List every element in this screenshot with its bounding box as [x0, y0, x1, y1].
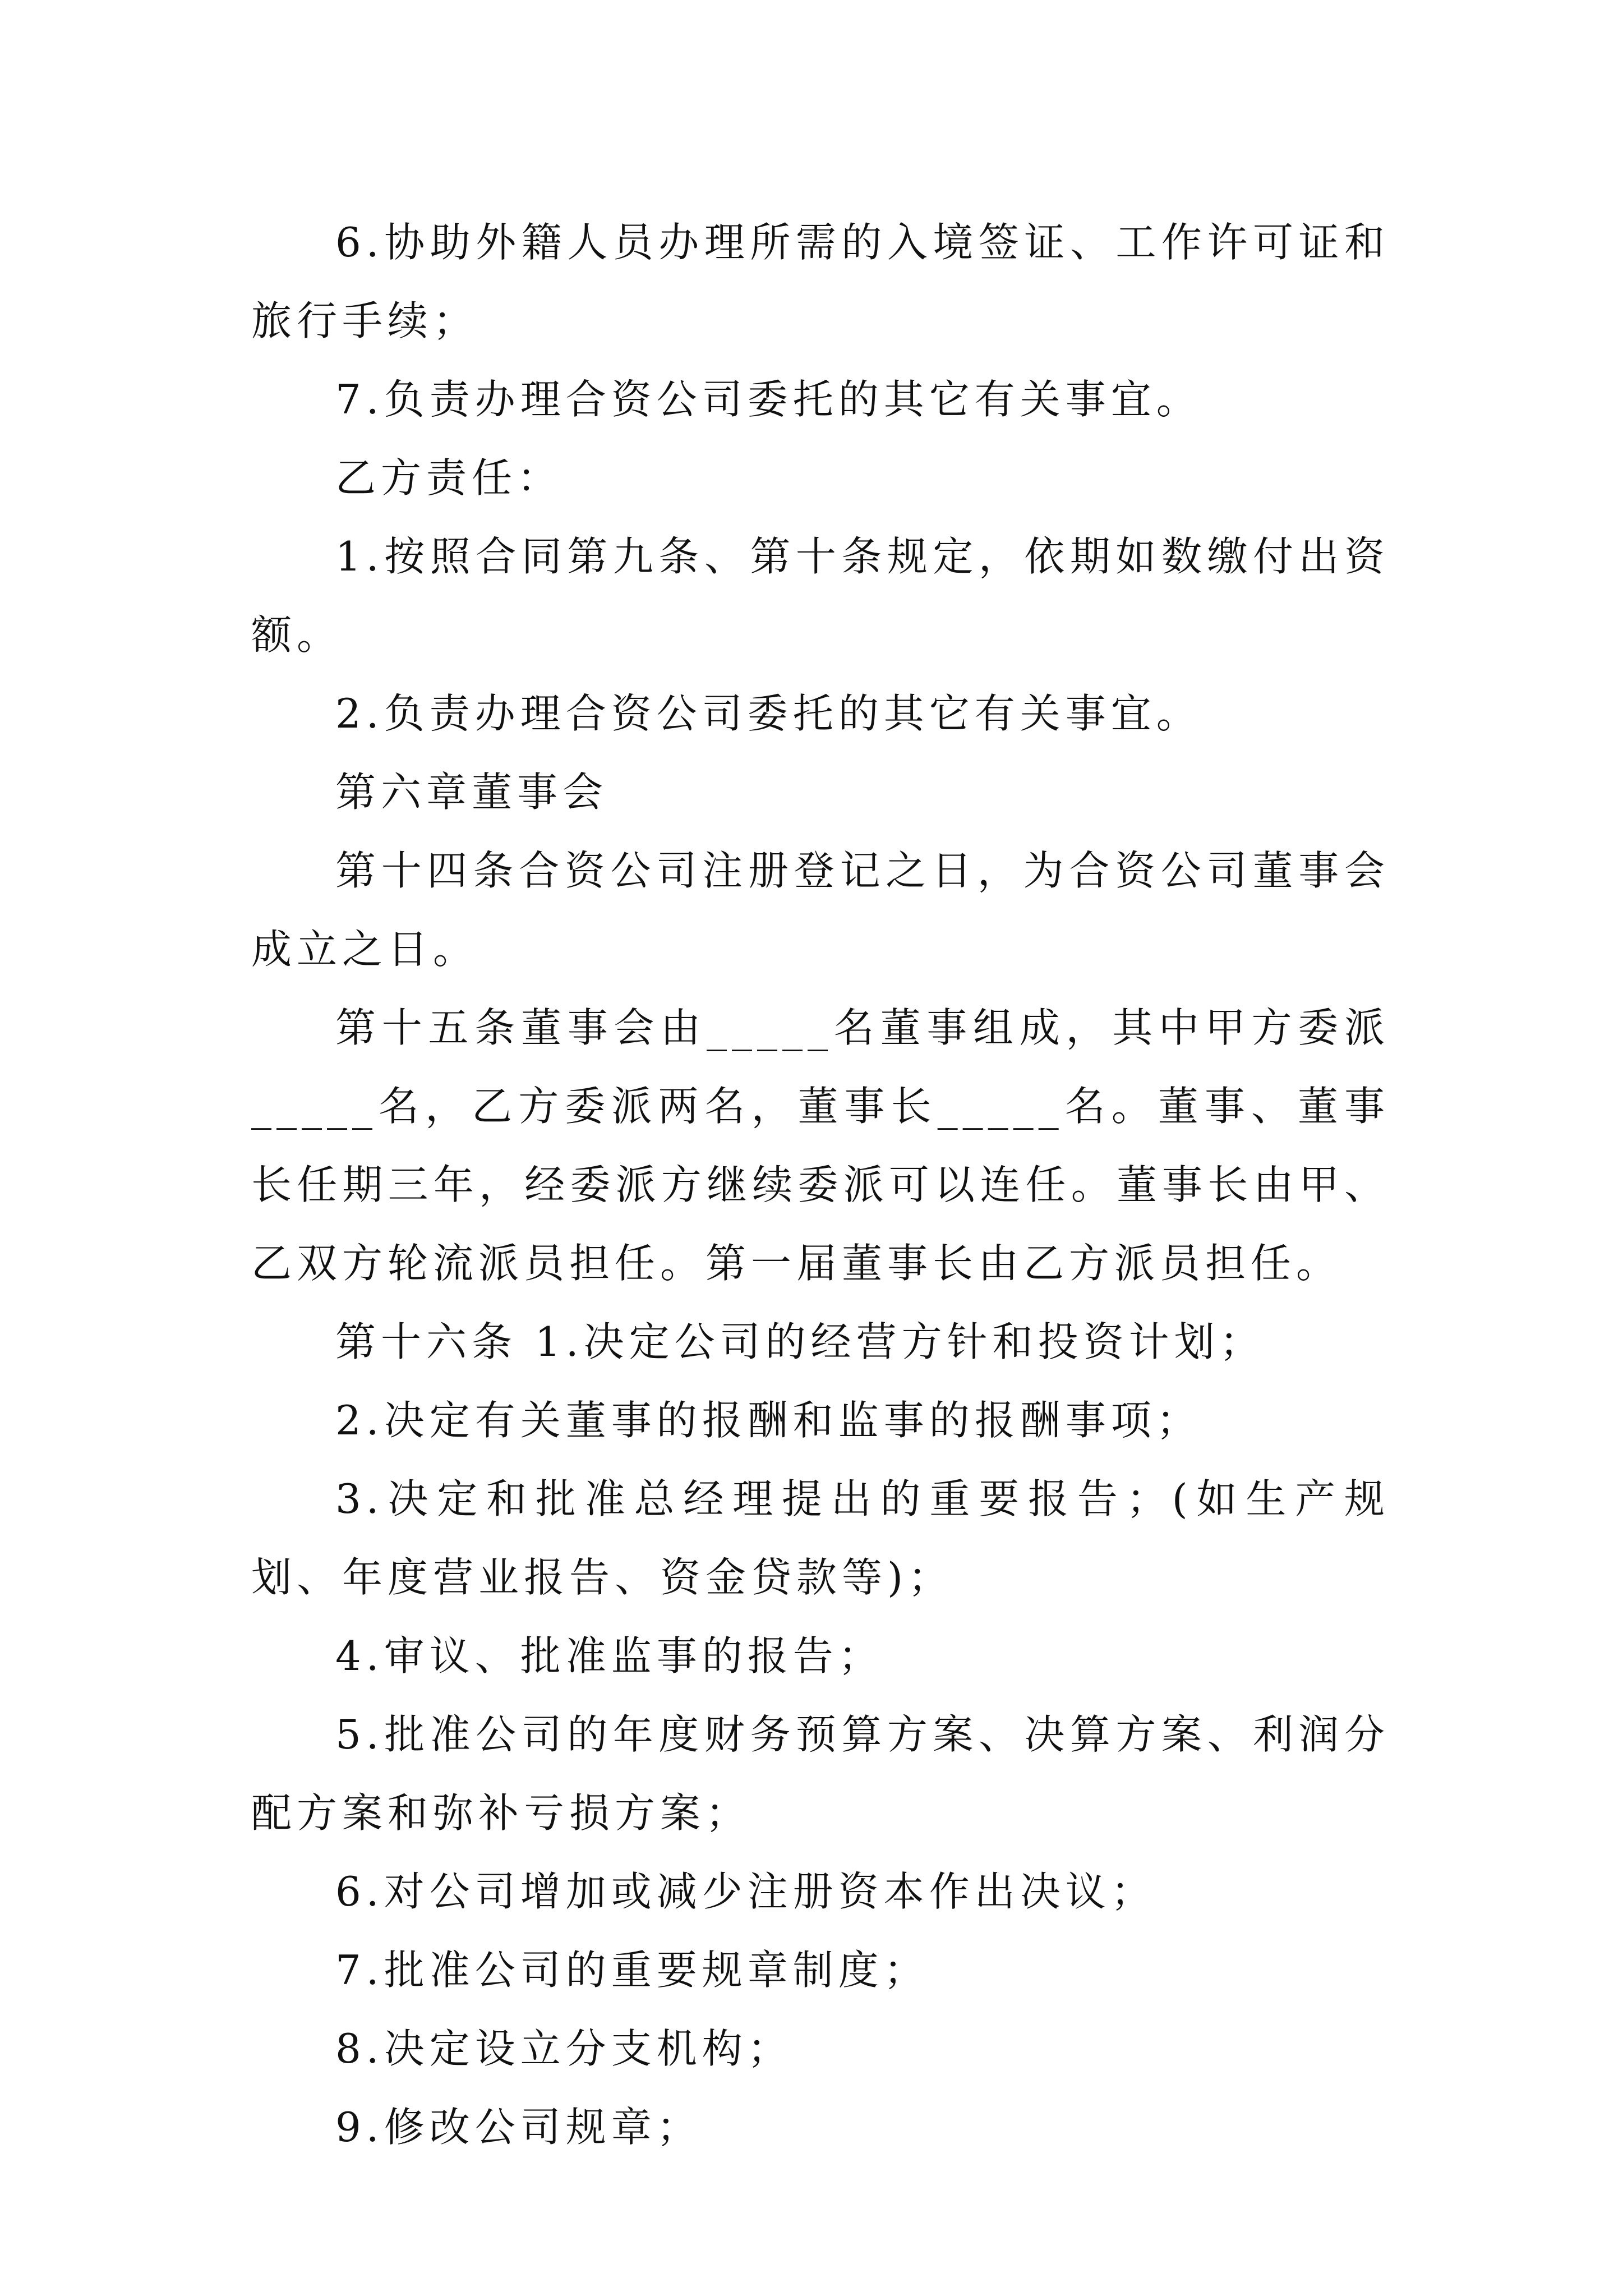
paragraph: 第十六条 1.决定公司的经营方针和投资计划； — [335, 1318, 1265, 1365]
paragraph: 6.协助外籍人员办理所需的入境签证、工作许可证和旅行手续； — [251, 219, 1390, 344]
paragraph: 7.批准公司的重要规章制度； — [335, 1947, 929, 1994]
paragraph: 1.按照合同第九条、第十条规定，依期如数缴付出资额。 — [251, 533, 1390, 659]
section-heading: 乙方责任： — [335, 454, 563, 501]
document-body — [251, 203, 1390, 2166]
paragraph: 9.修改公司规章； — [335, 2104, 702, 2151]
paragraph: 2.决定有关董事的报酬和监事的报酬事项； — [335, 1397, 1202, 1444]
chapter-heading: 第六章董事会 — [335, 769, 608, 816]
paragraph: 7.负责办理合资公司委托的其它有关事宜。 — [335, 376, 1202, 423]
paragraph: 第十四条合资公司注册登记之日，为合资公司董事会成立之日。 — [251, 847, 1390, 973]
paragraph: 2.负责办理合资公司委托的其它有关事宜。 — [335, 690, 1202, 737]
paragraph: 4.审议、批准监事的报告； — [335, 1632, 884, 1680]
paragraph: 第十五条董事会由_____名董事组成，其中甲方委派_____名，乙方委派两名，董事长_____名。董事、董事长任期三年，经委派方继续委派可以连任。董事长由甲、乙双方轮流派员担任。第一届董事长由乙方派员担任。 — [251, 1004, 1390, 1287]
paragraph: 8.决定设立分支机构； — [335, 2025, 793, 2072]
paragraph: 3.决定和批准总经理提出的重要报告；(如生产规划、年度营业报告、资金贷款等)； — [251, 1475, 1390, 1601]
paragraph: 6.对公司增加或减少注册资本作出决议； — [335, 1868, 1156, 1915]
paragraph: 5.批准公司的年度财务预算方案、决算方案、利润分配方案和弥补亏损方案； — [251, 1711, 1390, 1837]
